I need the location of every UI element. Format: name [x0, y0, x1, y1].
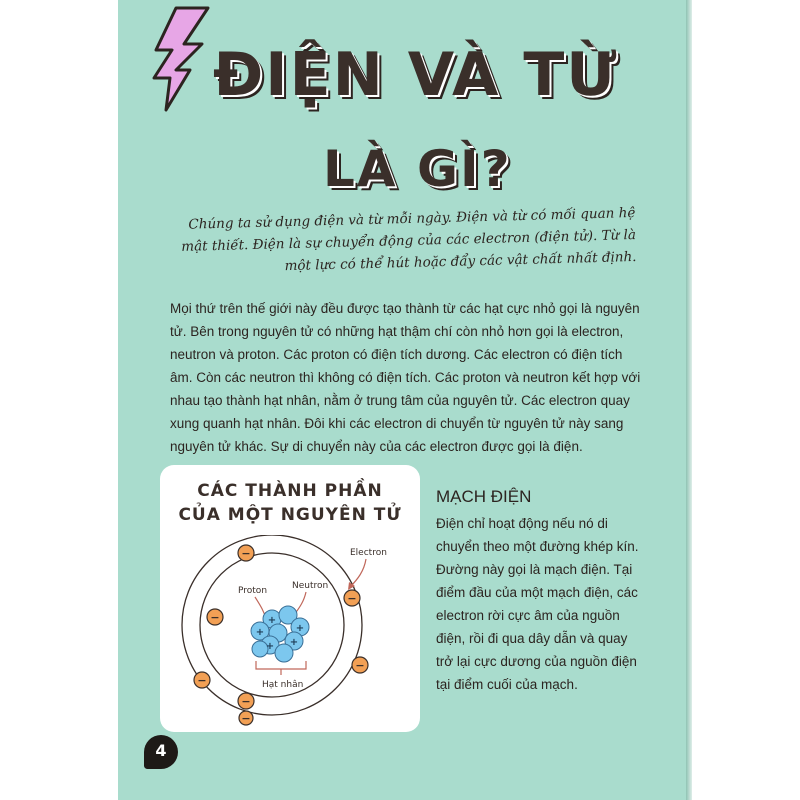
electron-sign: − — [347, 592, 357, 605]
body-paragraph — [170, 297, 668, 458]
body-line: âm. Còn các neutron thì không có điện tích. Các proton và neutron kết hợp với — [170, 370, 641, 385]
electron-sign: − — [197, 674, 207, 687]
book-page — [118, 0, 686, 800]
proton-label: Proton — [238, 586, 268, 596]
electron-sign: − — [355, 659, 365, 672]
circuit-line: Đường này gọi là mạch điện. Tại — [436, 562, 633, 577]
diagram-title-line-2: CỦA MỘT NGUYÊN TỬ — [178, 505, 402, 525]
nucleus-bracket — [256, 661, 306, 675]
intro-paragraph — [175, 202, 637, 280]
page-number: 4 — [155, 741, 167, 760]
circuit-heading: MẠCH ĐIỆN — [436, 487, 532, 506]
circuit-line: chuyển theo một đường khép kín. — [436, 539, 639, 554]
circuit-line: Điện chỉ hoạt động nếu nó di — [436, 516, 608, 531]
circuit-line: điện, rồi đi qua dây dẫn và quay — [436, 631, 628, 646]
circuit-line: điểm đầu của một mạch điện, các — [436, 585, 638, 600]
intro-line: một lực có thể hút hoặc đẩy các vật chất nhất định. — [284, 248, 637, 275]
circuit-paragraph — [436, 512, 668, 696]
proton-sign: + — [265, 641, 275, 652]
circuit-line: trở lại cực dương của nguồn điện — [436, 654, 637, 669]
lightning-bolt-icon — [146, 6, 216, 116]
atom-diagram-card — [160, 465, 420, 732]
body-line: Mọi thứ trên thế giới này đều được tạo thành từ các hạt cực nhỏ gọi là nguyên — [170, 301, 640, 316]
nucleus-label: Hạt nhân — [262, 680, 304, 690]
electron-sign: − — [241, 712, 251, 725]
proton-sign: + — [267, 615, 277, 626]
proton-sign: + — [295, 623, 305, 634]
circuit-line: tại điểm cuối của mạch. — [436, 677, 578, 692]
diagram-title-line-1: CÁC THÀNH PHẦN — [197, 481, 383, 501]
electron-sign: − — [210, 611, 220, 624]
circuit-line: electron rời cực âm của nguồn — [436, 608, 620, 623]
body-line: xung quanh hạt nhân. Đôi khi các electron di chuyển từ nguyên tử này sang — [170, 416, 624, 431]
intro-line: mật thiết. Điện là sự chuyển động của các electron (điện tử). Từ là — [181, 226, 637, 255]
electron-arrow — [350, 559, 366, 587]
body-line: nhau tạo thành hạt nhân, nằm ở trung tâm của nguyên tử. Các electron quay — [170, 393, 630, 408]
intro-line: Chúng ta sử dụng điện và từ mỗi ngày. Điện và từ có mối quan hệ — [188, 204, 636, 233]
atom-diagram — [160, 535, 420, 732]
page-number-badge — [144, 735, 178, 769]
electron-sign: − — [241, 695, 251, 708]
page-title-line-2: LÀ GÌ? — [323, 140, 512, 198]
body-line: neutron và proton. Các proton có điện tích dương. Các electron có điện tích — [170, 347, 623, 362]
proton-sign: + — [255, 627, 265, 638]
body-line: tử. Bên trong nguyên tử có những hạt thậm chí còn nhỏ hơn gọi là electron, — [170, 324, 624, 339]
body-line: nguyên tử khác. Sự di chuyển này của các electron được gọi là điện. — [170, 439, 583, 454]
page-title-line-1: ĐIỆN VÀ TỪ — [213, 40, 619, 110]
electron-label: Electron — [350, 548, 387, 558]
electron-sign: − — [241, 547, 251, 560]
neutron-label: Neutron — [292, 581, 329, 591]
page-edge — [686, 0, 692, 800]
proton-sign: + — [289, 637, 299, 648]
